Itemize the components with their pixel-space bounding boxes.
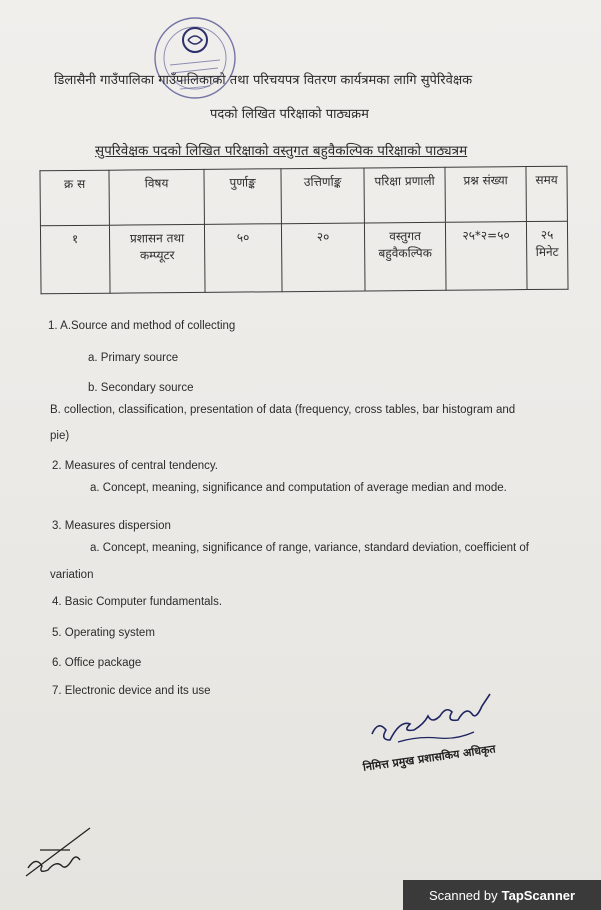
header-title-line2: पदको लिखित परिक्षाको पाठ्यक्रम — [210, 107, 369, 122]
table-header-cell: उत्तिर्णाङ्क — [281, 168, 364, 224]
syllabus-line: a. Primary source — [88, 352, 179, 364]
table-header-cell: परिक्षा प्रणाली — [364, 167, 445, 223]
table-cell: २० — [281, 223, 365, 292]
table-header-cell: क्र स — [40, 170, 109, 226]
table-header-cell: समय — [526, 166, 567, 221]
handwritten-signature — [368, 690, 518, 750]
header-title-line1: डिलासैनी गाउँपालिका गाउँपालिकाको तथा परिचयपत्र वितरण कार्यत्रमका लागि सुपेरिवेक्षक — [54, 73, 473, 88]
scanner-brand-text: TapScanner — [501, 887, 576, 903]
exam-scheme-table — [39, 166, 568, 295]
handwritten-initials — [20, 820, 110, 880]
signatory-title: निमित्त प्रमुख प्रशासकिय अधिकृत — [362, 742, 497, 774]
scanner-watermark-badge — [403, 880, 601, 910]
syllabus-line: b. Secondary source — [88, 382, 194, 394]
syllabus-line: a. Concept, meaning, significance of range, variance, standard deviation, coefficient of — [90, 542, 529, 554]
syllabus-line: 3. Measures dispersion — [52, 520, 171, 532]
syllabus-line: a. Concept, meaning, significance and computation of average median and mode. — [90, 482, 507, 494]
table-header-row — [40, 166, 567, 226]
syllabus-line: B. collection, classification, presentation of data (frequency, cross tables, bar histogram and — [50, 404, 516, 416]
syllabus-line: 1. A.Source and method of collecting — [48, 320, 236, 332]
table-cell: १ — [40, 225, 110, 294]
syllabus-line: 5. Operating system — [52, 627, 155, 639]
syllabus-line: 6. Office package — [52, 657, 142, 669]
syllabus-line: 2. Measures of central tendency. — [52, 460, 218, 472]
syllabus-line: variation — [50, 569, 94, 581]
table-cell: २५ मिनेट — [526, 221, 568, 289]
table-cell: २५*२=५० — [445, 222, 527, 291]
table-cell: वस्तुगत बहुवैकल्पिक — [364, 222, 446, 291]
syllabus-line: pie) — [50, 430, 70, 442]
syllabus-line: 7. Electronic device and its use — [52, 685, 211, 697]
scanner-prefix-text: Scanned by — [428, 887, 498, 903]
table-header-cell: प्रश्न संख्या — [445, 167, 526, 223]
syllabus-line: 4. Basic Computer fundamentals. — [52, 596, 223, 608]
table-header-cell: विषय — [109, 169, 204, 225]
table-header-cell: पुर्णाङ्क — [204, 169, 281, 225]
table-cell: ५० — [204, 224, 282, 293]
section-title: सुपरिवेक्षक पदको लिखित परिक्षाको वस्तुगत बहुवैकल्पिक परिक्षाको पाठ्यत्रम — [95, 143, 468, 159]
table-cell: प्रशासन तथा कम्प्यूटर — [109, 224, 205, 293]
table-row — [40, 221, 568, 294]
